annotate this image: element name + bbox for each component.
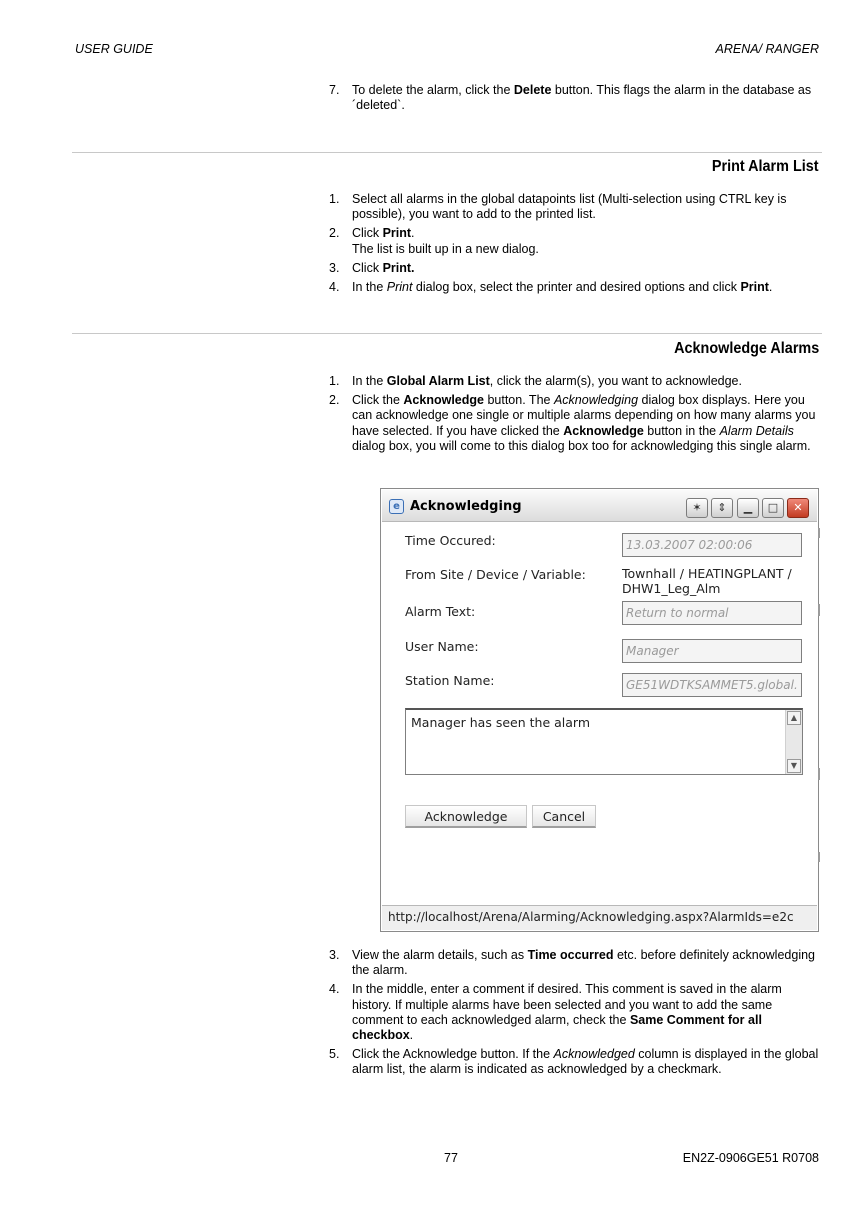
comment-scrollbar[interactable]	[785, 710, 802, 774]
maximize-icon[interactable]: □	[762, 498, 784, 518]
background-window-edge	[818, 852, 820, 862]
background-window-edge	[818, 604, 820, 616]
scroll-down-icon[interactable]: ▼	[787, 759, 801, 773]
scroll-up-icon[interactable]: ▲	[787, 711, 801, 725]
list-item: 5. Click the Acknowledge button. If the Acknowledged column is displayed in the global alarm list, the alarm is indicated as acknowledged by a checkmark.	[329, 1047, 819, 1077]
list-item: 1. Select all alarms in the global datapoints list (Multi-selection using CTRL key is possible), you want to add to the printed list.	[329, 192, 787, 222]
document-code: EN2Z-0906GE51 R0708	[682, 1151, 819, 1165]
browser-page-icon: e	[389, 499, 404, 514]
dialog-title-bar	[382, 490, 817, 522]
comment-textarea[interactable]	[405, 708, 803, 775]
user-name-label: User Name:	[405, 639, 479, 654]
close-icon[interactable]: ✕	[787, 498, 809, 518]
station-name-field[interactable]: GE51WDTKSAMMET5.global.	[622, 673, 802, 697]
user-name-field[interactable]: Manager	[622, 639, 802, 663]
alarm-text-field[interactable]: Return to normal	[622, 601, 802, 625]
time-occured-field[interactable]: 13.03.2007 02:00:06	[622, 533, 802, 557]
pin-icon[interactable]: ✶	[686, 498, 708, 518]
header-right: ARENA/ RANGER	[715, 42, 819, 56]
station-name-label: Station Name:	[405, 673, 495, 688]
background-window-edge	[818, 768, 820, 780]
step-number: 7.	[329, 83, 340, 97]
list-item: 3. View the alarm details, such as Time occurred etc. before definitely acknowledging the alarm.	[329, 948, 815, 978]
section-divider	[72, 333, 822, 334]
acknowledge-step-list-continued	[329, 948, 821, 1082]
list-item: 4. In the middle, enter a comment if desired. This comment is saved in the alarm history. If multiple alarms have been selected and you want to add the same comment to each acknowledged alarm, check the Same Comment for all checkbox.	[329, 982, 782, 1043]
dialog-title: Acknowledging	[410, 499, 522, 514]
list-item: 4. In the Print dialog box, select the printer and desired options and click Print.	[329, 280, 773, 295]
delete-step-list	[329, 83, 821, 117]
page-number: 77	[444, 1151, 458, 1165]
acknowledging-dialog	[380, 488, 819, 932]
from-value: Townhall / HEATINGPLANT / DHW1_Leg_Alm	[622, 566, 792, 596]
header-left: USER GUIDE	[75, 42, 153, 56]
cancel-button[interactable]: Cancel	[532, 805, 596, 828]
resize-icon[interactable]: ⇕	[711, 498, 733, 518]
print-step-list	[329, 192, 821, 299]
background-window-edge	[818, 528, 820, 538]
minimize-icon[interactable]: ▁	[737, 498, 759, 518]
time-occured-label: Time Occured:	[405, 533, 496, 548]
list-item: 1. In the Global Alarm List, click the alarm(s), you want to acknowledge.	[329, 374, 742, 388]
section-divider	[72, 152, 822, 153]
comment-text: Manager has seen the alarm	[411, 715, 590, 730]
section-title-acknowledge: Acknowledge Alarms	[673, 340, 819, 357]
list-item: 3. Click Print.	[329, 260, 415, 275]
list-item: 2. Click the Acknowledge button. The Acknowledging dialog box displays. Here you can acknowledge one single or multiple alarms depending on how many alarms you have selected. If you have clicked the Acknowledge button in the Alarm Details dialog box, you will come to this dialog box too for acknowledging this single alarm.	[329, 393, 816, 453]
acknowledge-button[interactable]: Acknowledge	[405, 805, 527, 828]
alarm-text-label: Alarm Text:	[405, 604, 476, 619]
list-item: 2. Click Print. The list is built up in a new dialog.	[329, 226, 539, 256]
acknowledge-step-list	[329, 374, 821, 458]
list-item: 7. To delete the alarm, click the Delete button. This flags the alarm in the database as ´deleted`.	[329, 83, 812, 113]
from-label: From Site / Device / Variable:	[405, 567, 586, 582]
status-bar-url: http://localhost/Arena/Alarming/Acknowledging.aspx?AlarmIds=e2c	[382, 905, 817, 930]
section-title-print: Print Alarm List	[712, 158, 819, 175]
